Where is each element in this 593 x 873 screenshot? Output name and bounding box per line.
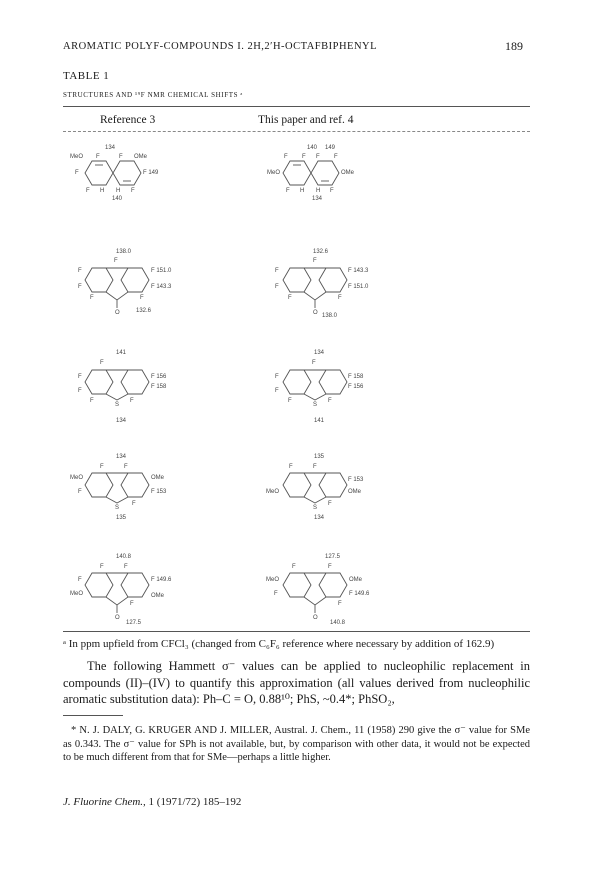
substituent-label: OMe xyxy=(348,489,362,495)
fluorenone-skeleton xyxy=(62,248,212,328)
substituent-label: F xyxy=(131,188,135,194)
body-paragraph-text: The following Hammett σ⁻ values can be applied to nucleophilic replacement in compounds (II)–(IV) to quantify this approximation (all values derived from nucleophilic aromatic substitution data): Ph–C = O, 0.88¹⁰; PhS, ~0.4*; PhSO₂, xyxy=(63,659,530,706)
substituent-label: F xyxy=(96,154,100,160)
table-bottom-rule xyxy=(63,631,530,632)
substituent-label: F 158 xyxy=(348,374,364,380)
biphenyl-skeleton xyxy=(250,143,400,223)
substituent-label: F xyxy=(312,360,316,366)
substituent-label: F 153 xyxy=(151,489,167,495)
substituent-label: H xyxy=(116,188,121,194)
substituent-label: F xyxy=(119,154,123,160)
journal-citation: 1 (1971/72) 185–192 xyxy=(148,796,242,808)
fluorenone-skeleton xyxy=(250,553,400,633)
substituent-label: F xyxy=(288,398,292,404)
substituent-label: F xyxy=(124,464,128,470)
substituent-label: F xyxy=(338,295,342,301)
substituent-label: F xyxy=(114,258,118,264)
substituent-label: F xyxy=(313,464,317,470)
substituent-label: MeO xyxy=(266,489,280,495)
substituent-label: F xyxy=(316,154,320,160)
substituent-label: F 149 xyxy=(143,170,159,176)
shift-label: 127.5 xyxy=(325,554,341,560)
carbonyl-oxygen: O xyxy=(115,310,120,316)
shift-label: 149 xyxy=(325,145,336,151)
footnote-rule xyxy=(63,715,123,716)
substituent-label: F xyxy=(78,284,82,290)
substituent-label: MeO xyxy=(267,170,281,176)
substituent-label: F xyxy=(100,360,104,366)
shift-label: 134 xyxy=(314,350,325,356)
structure-thiophene-this-paper xyxy=(250,350,400,430)
column-header-this-paper: This paper and ref. 4 xyxy=(258,114,354,126)
sulfur-atom: S xyxy=(115,402,120,408)
substituent-label: F xyxy=(100,464,104,470)
page-number: 189 xyxy=(505,39,523,53)
shift-label: 134 xyxy=(116,454,127,460)
substituent-label: F xyxy=(302,154,306,160)
substituent-label: MeO xyxy=(266,577,280,583)
substituent-label: F 149.6 xyxy=(151,577,172,583)
substituent-label: OMe xyxy=(349,577,363,583)
running-title: AROMATIC POLYF-COMPOUNDS I. 2H,2′H-OCTAFBIPHENYL xyxy=(63,41,378,52)
structure-methoxy-thiophene-this-paper xyxy=(250,453,400,533)
substituent-label: MeO xyxy=(70,475,84,481)
substituent-label: F xyxy=(78,268,82,274)
substituent-label: F xyxy=(124,564,128,570)
shift-label: 140 xyxy=(307,145,318,151)
substituent-label: F 156 xyxy=(348,384,364,390)
table-top-rule xyxy=(63,106,530,107)
sulfur-atom: S xyxy=(115,505,120,511)
substituent-label: F 143.3 xyxy=(151,284,172,290)
substituent-label: H xyxy=(300,188,305,194)
substituent-label: F 151.0 xyxy=(151,268,172,274)
shift-label: 140.8 xyxy=(330,620,346,626)
substituent-label: F xyxy=(338,601,342,607)
column-header-reference-3: Reference 3 xyxy=(100,114,156,126)
substituent-label: F xyxy=(275,284,279,290)
substituent-label: F xyxy=(328,398,332,404)
substituent-label: F xyxy=(90,398,94,404)
substituent-label: F xyxy=(334,154,338,160)
substituent-label: F xyxy=(132,501,136,507)
dibenzothiophene-skeleton xyxy=(250,350,400,430)
substituent-label: F 153 xyxy=(348,477,364,483)
table-footnote: ᵃ In ppm upfield from CFCl₃ (changed from C₆F₆ reference where necessary by addition of 162.9) xyxy=(63,638,495,650)
substituent-label: F 143.3 xyxy=(348,268,369,274)
footnote-star-text: * N. J. DALY, G. KRUGER AND J. MILLER, Austral. J. Chem., 11 (1958) 290 give the σ⁻ value for SMe as 0.343. The σ⁻ value for SPh is not available, but, by comparison with other data, it would not be expected to be much different from that for SMe—perhaps a little higher. xyxy=(63,725,530,763)
carbonyl-oxygen: O xyxy=(313,615,318,621)
substituent-label: F 158 xyxy=(151,384,167,390)
shift-label: 138.0 xyxy=(116,249,132,255)
substituent-label: F xyxy=(100,564,104,570)
substituent-label: OMe xyxy=(151,593,165,599)
dibenzothiophene-skeleton xyxy=(62,453,212,533)
substituent-label: F xyxy=(78,489,82,495)
substituent-label: OMe xyxy=(134,154,148,160)
structure-fluorenone-ref3 xyxy=(62,248,212,328)
substituent-label: F xyxy=(275,268,279,274)
substituent-label: F xyxy=(289,464,293,470)
substituent-label: F xyxy=(292,564,296,570)
shift-label: 132.6 xyxy=(313,249,329,255)
substituent-label: F xyxy=(275,374,279,380)
substituent-label: OMe xyxy=(151,475,165,481)
shift-label: 134 xyxy=(314,515,325,521)
footnote-star xyxy=(63,724,530,765)
structure-thiophene-ref3 xyxy=(62,350,212,430)
journal-reference xyxy=(63,796,241,808)
shift-label: 134 xyxy=(312,196,323,202)
substituent-label: F xyxy=(286,188,290,194)
substituent-label: F xyxy=(130,398,134,404)
sulfur-atom: S xyxy=(313,402,318,408)
shift-label: 134 xyxy=(116,418,127,424)
substituent-label: F xyxy=(313,258,317,264)
shift-label: 132.6 xyxy=(136,308,152,314)
shift-label: 135 xyxy=(116,515,127,521)
table-label: TABLE 1 xyxy=(63,70,110,82)
table-caption: STRUCTURES AND ¹⁹F NMR CHEMICAL SHIFTS ᵃ xyxy=(63,91,243,99)
substituent-label: F xyxy=(140,295,144,301)
substituent-label: H xyxy=(100,188,105,194)
structure-methoxy-fluorenone-ref3 xyxy=(62,553,212,633)
shift-label: 134 xyxy=(105,145,116,151)
substituent-label: MeO xyxy=(70,591,84,597)
structure-fluorenone-this-paper xyxy=(250,248,400,328)
substituent-label: F xyxy=(284,154,288,160)
shift-label: 141 xyxy=(314,418,325,424)
substituent-label: F xyxy=(288,295,292,301)
shift-label: 140 xyxy=(112,196,123,202)
substituent-label: F 151.0 xyxy=(348,284,369,290)
shift-label: 141 xyxy=(116,350,127,356)
structure-methoxy-thiophene-ref3 xyxy=(62,453,212,533)
carbonyl-oxygen: O xyxy=(313,310,318,316)
substituent-label: F xyxy=(330,188,334,194)
shift-label: 135 xyxy=(314,454,325,460)
sulfur-atom: S xyxy=(313,505,318,511)
dibenzothiophene-skeleton xyxy=(62,350,212,430)
substituent-label: OMe xyxy=(341,170,355,176)
body-paragraph xyxy=(63,658,530,708)
substituent-label: F xyxy=(75,170,79,176)
substituent-label: F xyxy=(130,601,134,607)
substituent-label: F xyxy=(78,577,82,583)
shift-label: 140.8 xyxy=(116,554,132,560)
running-head xyxy=(63,41,523,52)
journal-name: J. Fluorine Chem., xyxy=(63,796,146,808)
substituent-label: F 156 xyxy=(151,374,167,380)
substituent-label: F xyxy=(328,501,332,507)
structure-biphenyl-ref3 xyxy=(62,143,212,223)
table-header-rule xyxy=(63,131,530,132)
carbonyl-oxygen: O xyxy=(115,615,120,621)
structure-methoxy-fluorenone-this-paper xyxy=(250,553,400,633)
structure-biphenyl-this-paper xyxy=(250,143,400,223)
shift-label: 138.0 xyxy=(322,313,338,319)
substituent-label: F xyxy=(78,388,82,394)
shift-label: 127.5 xyxy=(126,620,142,626)
substituent-label: F xyxy=(86,188,90,194)
substituent-label: F xyxy=(90,295,94,301)
substituent-label: F xyxy=(78,374,82,380)
substituent-label: H xyxy=(316,188,321,194)
substituent-label: F 149.6 xyxy=(349,591,370,597)
substituent-label: F xyxy=(275,388,279,394)
substituent-label: MeO xyxy=(70,154,84,160)
substituent-label: F xyxy=(328,564,332,570)
substituent-label: F xyxy=(274,591,278,597)
